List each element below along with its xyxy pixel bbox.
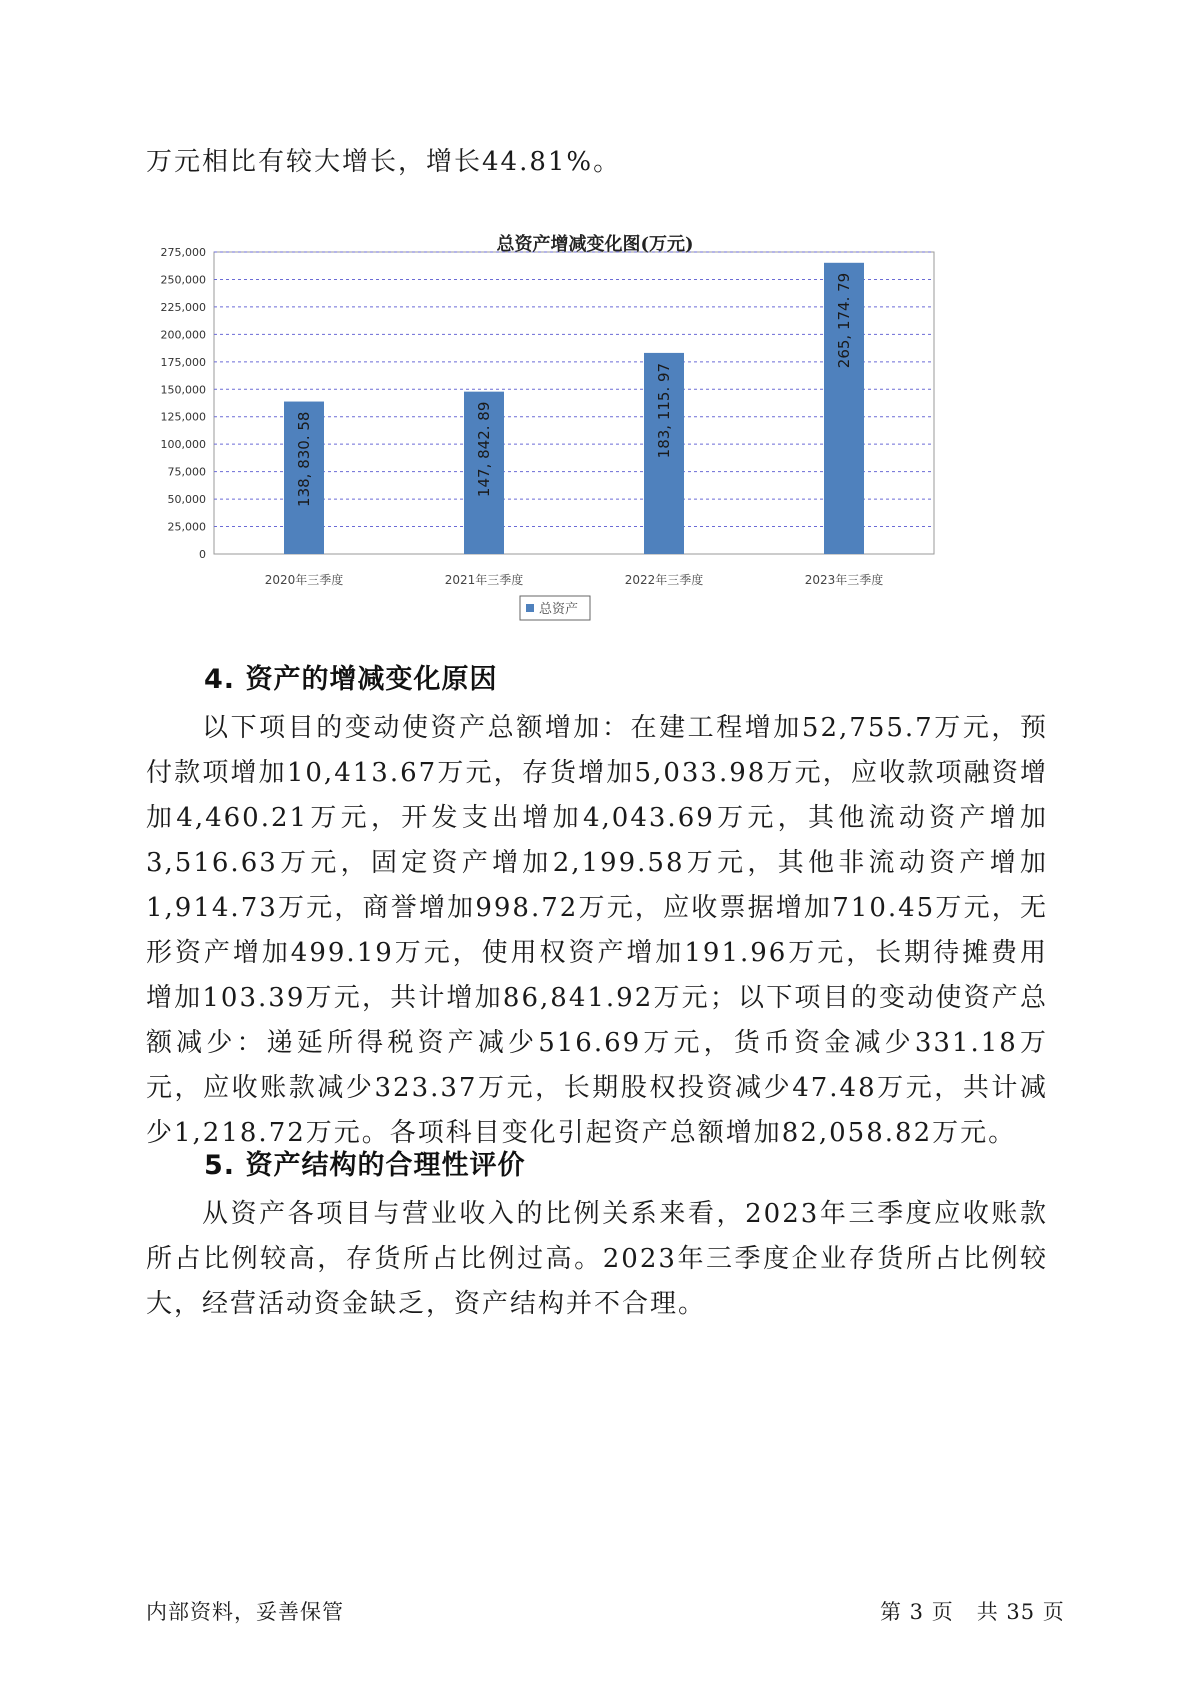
y-tick-label: 25,000 [167, 520, 206, 534]
bar-data-label: 138, 830. 58 [295, 411, 313, 507]
y-tick-label: 275,000 [160, 246, 206, 259]
chart-title: 总资产增减变化图(万元) [496, 234, 694, 255]
section5-heading: 5. 资产结构的合理性评价 [204, 1150, 526, 1181]
x-category-label: 2023年三季度 [804, 573, 884, 587]
bar-data-label: 183, 115. 97 [655, 362, 673, 459]
y-tick-label: 75,000 [167, 465, 206, 479]
y-tick-label: 150,000 [160, 383, 206, 397]
section5-paragraph: 从资产各项目与营业收入的比例关系来看，2023年三季度应收账款所占比例较高，存货所占比例过高。2023年三季度企业存货所占比例较大，经营活动资金缺乏，资产结构并不合理。 [146, 1199, 1048, 1319]
y-tick-label: 50,000 [167, 493, 206, 507]
section5-body [146, 1192, 1048, 1327]
section4-paragraph: 以下项目的变动使资产总额增加：在建工程增加52,755.7万元，预付款项增加10,413.67万元，存货增加5,033.98万元，应收款项融资增加4,460.21万元，开发支出增加4,043.69万元，其他流动资产增加3,516.63万元，固定资产增加2,199.58万元，其他非流动资产增加1,914.73万元，商誉增加998.72万元，应收票据增加710.45万元，无形资产增加499.19万元，使用权资产增加191.96万元，长期待摊费用增加103.39万元，共计增加86,841.92万元；以下项目的变动使资产总额减少：递延所得税资产减少516.69万元，货币资金减少331.18万元，应收账款减少323.37万元，长期股权投资减少47.48万元，共计减少1,218.72万元。各项科目变化引起资产总额增加82,058.82万元。 [146, 713, 1048, 1148]
legend-label: 总资产 [539, 602, 579, 617]
section4-body [146, 706, 1048, 1156]
y-tick-label: 0 [199, 548, 206, 561]
y-tick-label: 250,000 [160, 273, 206, 287]
footer-page-number: 第 3 页 共 35 页 [880, 1600, 1065, 1624]
y-tick-label: 225,000 [160, 300, 206, 314]
x-category-label: 2020年三季度 [264, 573, 344, 587]
legend-swatch [526, 604, 534, 612]
x-category-label: 2021年三季度 [444, 573, 524, 587]
total-assets-chart [160, 222, 1030, 682]
y-tick-label: 200,000 [160, 328, 206, 342]
chart-svg [160, 222, 1030, 682]
y-tick-label: 125,000 [160, 410, 206, 424]
x-category-label: 2022年三季度 [624, 573, 704, 587]
intro-line: 万元相比有较大增长，增长44.81%。 [146, 147, 622, 177]
intro-paragraph [146, 140, 1048, 185]
bar-data-label: 265, 174. 79 [835, 272, 853, 369]
footer-confidential-note: 内部资料，妥善保管 [146, 1600, 344, 1624]
y-tick-label: 100,000 [160, 438, 206, 452]
y-tick-label: 175,000 [160, 355, 206, 369]
bar-data-label: 147, 842. 89 [475, 401, 493, 498]
section4-heading: 4. 资产的增减变化原因 [204, 664, 498, 695]
